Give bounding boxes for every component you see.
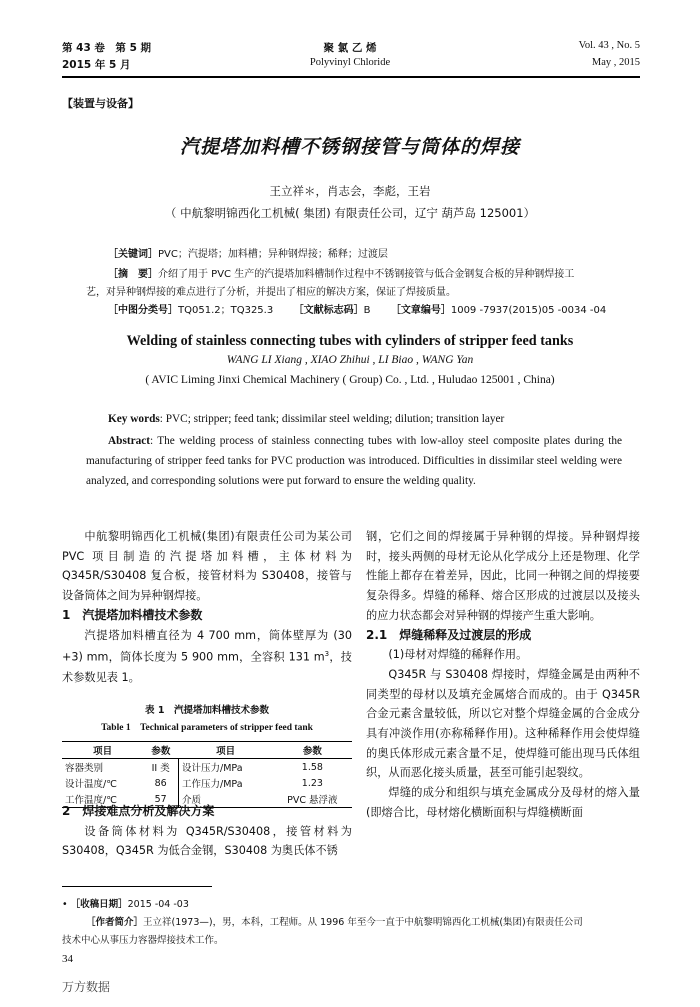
received-label: ［收稿日期］	[70, 899, 128, 910]
authors-cn: 王立祥＊，肖志会，李彪，王岩	[269, 184, 431, 198]
author-info-2: 技术中心从事压力容器焊接技术工作。	[62, 935, 224, 946]
table1-header: 项目	[179, 742, 273, 759]
section-1-text-b: ，技术参数见表 1。	[62, 650, 352, 684]
table-cell: 容器类别	[65, 763, 104, 774]
classification-line	[108, 301, 606, 316]
journal-en: Polyvinyl Chloride	[309, 57, 391, 68]
left-column	[62, 527, 352, 687]
keywords-en-line	[108, 413, 504, 425]
section-2-1-heading: 2.1 焊缝稀释及过渡层的形成	[366, 627, 532, 642]
table-cell: 1.23	[301, 777, 323, 789]
author-info-1: 王立祥(1973—)，男，本科，工程师。从 1996 年至今一直于中航黎明锦西化工机械(集团)有限责任公司	[143, 917, 583, 928]
issue-en: Vol. 43 , No. 5	[578, 40, 640, 51]
table1-header-row	[62, 742, 352, 759]
date-en: May , 2015	[591, 57, 640, 68]
article-no-label: ［文章编号］	[390, 305, 451, 316]
abstract-cn-line1	[108, 265, 574, 280]
author-info-line1	[86, 914, 583, 928]
page-number: 34	[62, 953, 73, 965]
doc-code-label: ［文献标志码］	[293, 305, 364, 316]
intro-paragraph: 中航黎明锦西化工机械(集团)有限责任公司为某公司 PVC 项目制造的汽提塔加料槽，主体材料为 Q345R/S30408 复合板，接管材料为 S30408，接管与设备筒体之间为异种钢焊接。	[62, 530, 352, 603]
abstract-cn-1: 介绍了用于 PVC 生产的汽提塔加料槽制作过程中不锈钢接管与低合金钢复合板的异种钢焊接工	[158, 269, 575, 280]
left-column-lower	[62, 802, 352, 861]
right-column	[366, 527, 640, 823]
column-label: 【装置与设备】	[62, 97, 139, 110]
keywords-en: : PVC; stripper; feed tank; dissimilar steel welding; dilution; transition layer	[159, 413, 505, 425]
table-cell: PVC 悬浮液	[287, 795, 338, 806]
right-paragraph-1: 钢，它们之间的焊接属于异种钢的焊接。异种钢焊接时，接头两侧的母材无论从化学成分上还是物理、化学性能上都存在着差异，因此，比同一种钢之间的焊接要复杂得多。焊缝的稀释、熔合区形成的过渡层以及接头的应力状态都会对异种钢的焊接产生重大影响。	[366, 530, 640, 622]
table-cell: 介质	[182, 795, 202, 806]
section-2-text: 设备筒体材料为 Q345R/S30408，接管材料为 S30408，Q345R 为低合金钢，S30408 为奥氏体不锈	[62, 824, 352, 858]
received-date: 2015 -04 -03	[127, 899, 189, 910]
footnote-rule	[62, 886, 212, 887]
keywords-cn: PVC；汽提塔；加料槽；异种钢焊接；稀释；过渡层	[158, 249, 388, 260]
right-paragraph-2: Q345R 与 S30408 焊接时，焊缝金属是由两种不同类型的母材以及填充金属熔合而成的。由于 Q345R 合金元素含量较低，所以它对整个焊缝金属的合金成分具有冲淡作用(亦称稀释作用)。这种稀释作用会使焊缝的奥氏体形成元素含量不足，使焊缝可能出现马氏体组织，从而恶化接头质量，甚至可能引起裂纹。	[366, 667, 640, 780]
table1	[62, 741, 352, 808]
authors-en: WANG LI Xiang , XIAO Zhihui , LI Biao , WANG Yan	[226, 354, 474, 366]
class-no-label: ［中图分类号］	[108, 305, 178, 316]
author-info-label: ［作者简介］	[86, 917, 144, 928]
article-no: 1009 -7937(2015)05 -0034 -04	[450, 305, 607, 316]
table-cell: 工作温度/℃	[65, 795, 117, 806]
table-cell: 设计压力/MPa	[182, 763, 243, 774]
table-cell: 设计温度/℃	[65, 779, 117, 790]
right-paragraph-3: 焊缝的成分和组织与填充金属成分及母材的熔入量(即熔合比，母材熔化横断面积与焊缝横断面	[366, 786, 640, 819]
class-no: TQ051.2；TQ325.3	[178, 305, 274, 316]
table-cell: II 类	[143, 759, 178, 776]
issue-cn: 第 43 卷 第 5 期	[62, 42, 152, 54]
section-1-heading: 1 汽提塔加料槽技术参数	[62, 607, 203, 622]
table-cell: 86	[143, 775, 178, 791]
table1-header: 参数	[273, 742, 352, 759]
abstract-cn-2: 艺，对异种钢焊接的难点进行了分析，并提出了相应的解决方案，保证了焊接质量。	[86, 287, 456, 298]
affiliation-en: ( AVIC Liming Jinxi Chemical Machinery ( Group) Co. , Ltd. , Huludao 125001 , China)	[145, 374, 555, 386]
table1-caption-cn: 表 1 汽提塔加料槽技术参数	[145, 705, 269, 716]
section-2-heading: 2 焊接难点分析及解决方案	[62, 804, 215, 818]
subpoint-1: (1)母材对焊缝的稀释作用。	[388, 648, 528, 662]
abstract-en: : The welding process of stainless connecting tubes with low-alloy steel composite plates during the manufacturing of stripper feed tanks for PVC production was introduced. Difficulties in dissimilar steel welding were analyzed, and corresponding solutions were put forward to ensure the welding quality.	[86, 435, 622, 487]
watermark: 万方数据	[62, 980, 111, 994]
table1-caption-en: Table 1 Technical parameters of stripper feed tank	[101, 723, 313, 733]
section-1-sup: 3	[324, 650, 330, 659]
keywords-en-label: Key words	[108, 413, 160, 425]
abstract-en-block	[86, 431, 622, 491]
table1-header: 参数	[143, 742, 178, 759]
table-row	[62, 775, 352, 791]
title-en: Welding of stainless connecting tubes with cylinders of stripper feed tanks	[126, 333, 574, 349]
abstract-en-label: Abstract	[108, 435, 151, 447]
keywords-cn-label: ［关键词］	[108, 249, 158, 260]
table-row	[62, 759, 352, 776]
abstract-cn-label: ［摘 要］	[108, 269, 158, 280]
section-1-text	[62, 626, 352, 688]
date-cn: 2015 年 5 月	[62, 59, 131, 71]
table-cell: 57	[143, 791, 178, 808]
received-line: • ［收稿日期］2015 -04 -03	[62, 899, 189, 910]
header-rule	[62, 76, 640, 78]
title-cn: 汽提塔加料槽不锈钢接管与筒体的焊接	[179, 136, 520, 158]
affiliation-cn: （ 中航黎明锦西化工机械( 集团) 有限责任公司，辽宁 葫芦岛 125001）	[164, 206, 536, 220]
section-1-text-a: 汽提塔加料槽直径为 4 700 mm，筒体壁厚为 (30 +3) mm，筒体长度为 5 900 mm，全容积 131 m	[62, 628, 352, 664]
table-cell: 工作压力/MPa	[182, 779, 243, 790]
journal-cn: 聚 氯 乙 烯	[323, 42, 377, 54]
keywords-cn-line	[108, 245, 388, 260]
table-cell: 1.58	[301, 761, 323, 773]
table1-header: 项目	[62, 742, 143, 759]
doc-code: B	[363, 305, 371, 316]
